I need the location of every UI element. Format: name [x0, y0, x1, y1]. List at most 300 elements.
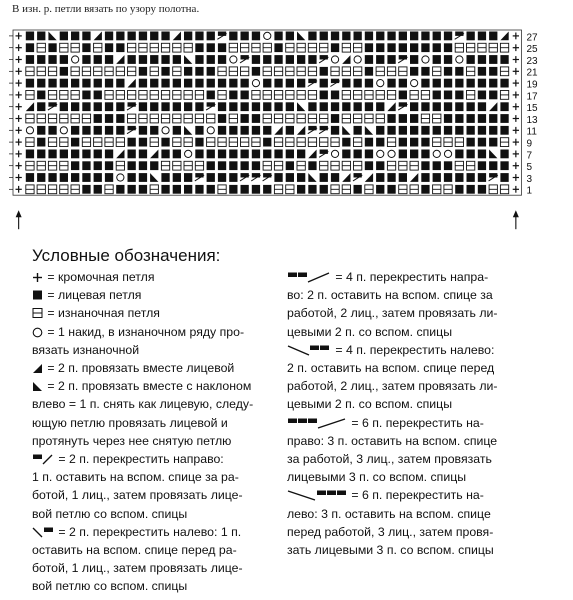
chart-cell	[489, 138, 497, 147]
legend-text: = 2 п. перекрестить налево: 1 п.	[58, 524, 242, 539]
chart-cell	[410, 114, 418, 123]
chart-cell	[500, 161, 508, 170]
row-number: 25	[526, 44, 538, 56]
chart-cell	[286, 79, 294, 88]
chart-cell	[489, 114, 497, 123]
chart-cell	[297, 55, 305, 64]
chart-cell	[274, 150, 282, 159]
chart-cell	[173, 55, 181, 64]
chart-cell	[387, 79, 395, 88]
legend-entry	[32, 377, 270, 450]
chart-cell	[207, 91, 215, 100]
chart-cell	[173, 150, 181, 159]
chart-cell	[94, 185, 102, 194]
chart-cell	[105, 32, 113, 41]
chart-cell	[354, 185, 362, 194]
chart-cell	[105, 102, 113, 111]
chart-cell	[71, 138, 79, 147]
chart-cell	[320, 67, 328, 76]
chart-cell	[161, 138, 169, 147]
chart-cell	[139, 138, 147, 147]
chart-cell	[229, 79, 237, 88]
chart-cell	[82, 102, 90, 111]
chart-cell	[399, 114, 407, 123]
chart-cell	[60, 102, 68, 111]
chart-cell	[150, 102, 158, 111]
chart-cell	[455, 91, 463, 100]
row-number: 13	[526, 114, 538, 126]
chart-cell	[161, 67, 169, 76]
legend-text: ботой, 1 лиц., затем провязать лице-	[32, 561, 243, 576]
legend-text: 1 п. оставить на вспом. спице за ра-	[32, 470, 239, 485]
chart-cell	[218, 114, 226, 123]
chart-cell	[173, 102, 181, 111]
cross-6-left-icon	[287, 490, 347, 501]
chart-cell	[399, 173, 407, 182]
legend-entry	[287, 341, 519, 414]
chart-cell	[37, 150, 45, 159]
chart-cell	[387, 185, 395, 194]
chart-cell	[399, 79, 407, 88]
knit-stitch-icon	[32, 290, 43, 301]
chart-cell	[229, 185, 237, 194]
chart-cell	[342, 150, 350, 159]
chart-cell	[139, 55, 147, 64]
legend-text: цевыми 2 п. со вспом. спицы	[287, 397, 453, 412]
chart-cell	[410, 102, 418, 111]
chart-cell	[421, 43, 429, 52]
legend-text: ющую петлю провязать лицевой и	[32, 415, 228, 430]
chart-cell	[455, 150, 463, 159]
chart-cell	[241, 79, 249, 88]
chart-cell	[489, 91, 497, 100]
chart-cell	[444, 32, 452, 41]
row-number: 9	[526, 138, 533, 150]
chart-cell	[455, 185, 463, 194]
cross-4-right-icon	[287, 272, 331, 283]
chart-cell	[184, 32, 192, 41]
chart-cell	[444, 55, 452, 64]
chart-cell	[354, 126, 362, 135]
chart-cell	[297, 79, 305, 88]
chart-cell	[71, 173, 79, 182]
chart-cell	[37, 138, 45, 147]
legend-text: лево: 3 п. оставить на вспом. спице	[287, 506, 491, 521]
edge-stitch-icon	[32, 272, 43, 283]
chart-cell	[444, 173, 452, 182]
chart-cell	[207, 185, 215, 194]
chart-cell	[241, 150, 249, 159]
chart-cell	[252, 32, 260, 41]
chart-cell	[105, 126, 113, 135]
top-caption: В изн. р. петли вязать по узору полотна.	[12, 3, 200, 15]
chart-cell	[421, 173, 429, 182]
yarn-over-icon	[32, 327, 43, 338]
legend-text: право: 3 п. оставить на вспом. спице	[287, 433, 498, 448]
chart-cell	[489, 79, 497, 88]
chart-cell	[421, 150, 429, 159]
chart-cell	[94, 150, 102, 159]
chart-cell	[387, 126, 395, 135]
chart-cell	[252, 161, 260, 170]
chart-cell	[500, 150, 508, 159]
chart-cell	[252, 67, 260, 76]
chart-cell	[48, 173, 56, 182]
chart-cell	[105, 43, 113, 52]
chart-cell	[489, 32, 497, 41]
legend-text: вязать изнаночной	[32, 342, 140, 357]
chart-cell	[218, 173, 226, 182]
chart-cell	[26, 79, 34, 88]
legend-entry	[32, 450, 270, 523]
chart-cell	[478, 150, 486, 159]
chart-cell	[399, 32, 407, 41]
chart-cell	[82, 126, 90, 135]
chart-cell	[500, 79, 508, 88]
legend-title: Условные обозначения:	[32, 246, 221, 265]
row-number: 11	[526, 126, 537, 138]
chart-cell	[331, 173, 339, 182]
chart-cell	[60, 55, 68, 64]
chart-cell	[195, 126, 203, 135]
chart-cell	[71, 161, 79, 170]
chart-cell	[207, 43, 215, 52]
chart-cell	[467, 126, 475, 135]
chart-cell	[410, 126, 418, 135]
chart-cell	[173, 173, 181, 182]
chart-cell	[376, 173, 384, 182]
chart-cell	[376, 43, 384, 52]
chart-cell	[467, 138, 475, 147]
legend-text: = 6 п. перекрестить на-	[351, 488, 484, 503]
chart-cell	[184, 79, 192, 88]
chart-cell	[274, 43, 282, 52]
chart-cell	[365, 102, 373, 111]
knitting-chart	[0, 24, 573, 246]
chart-cell	[444, 126, 452, 135]
legend-text: ботой, 1 лиц., затем провязать лице-	[32, 488, 243, 503]
chart-cell	[478, 79, 486, 88]
chart-cell	[354, 102, 362, 111]
row-number: 21	[526, 67, 538, 79]
row-number: 7	[526, 150, 533, 162]
legend-text: влево = 1 п. снять как лицевую, следу-	[32, 397, 254, 412]
chart-cell	[94, 173, 102, 182]
legend-entry	[32, 268, 270, 286]
chart-cell	[286, 102, 294, 111]
chart-cell	[387, 55, 395, 64]
chart-cell	[241, 91, 249, 100]
chart-cell	[252, 126, 260, 135]
chart-cell	[365, 161, 373, 170]
chart-cell	[218, 150, 226, 159]
chart-cell	[48, 55, 56, 64]
chart-cell	[37, 173, 45, 182]
chart-cell	[139, 161, 147, 170]
chart-cell	[455, 114, 463, 123]
chart-cell	[207, 150, 215, 159]
chart-cell	[455, 79, 463, 88]
chart-cell	[365, 150, 373, 159]
chart-cell	[60, 150, 68, 159]
chart-cell	[467, 173, 475, 182]
legend-text: работой, 2 лиц., затем провязать ли-	[287, 306, 498, 321]
chart-cell	[421, 185, 429, 194]
chart-cell	[433, 55, 441, 64]
chart-cell	[274, 102, 282, 111]
chart-cell	[387, 114, 395, 123]
chart-cell	[365, 67, 373, 76]
chart-cell	[410, 67, 418, 76]
chart-cell	[455, 102, 463, 111]
chart-cell	[128, 32, 136, 41]
chart-cell	[82, 91, 90, 100]
chart-cell	[263, 138, 271, 147]
chart-cell	[207, 173, 215, 182]
chart-cell	[128, 55, 136, 64]
chart-cell	[308, 185, 316, 194]
chart-cell	[139, 32, 147, 41]
chart-cell	[286, 126, 294, 135]
chart-cell	[467, 102, 475, 111]
chart-cell	[229, 126, 237, 135]
legend-entry	[32, 359, 270, 377]
chart-cell	[286, 150, 294, 159]
row-number: 15	[526, 103, 538, 115]
legend-text: работой, 2 лиц., затем провязать ли-	[287, 379, 498, 394]
start-arrow-right	[513, 210, 519, 229]
chart-cell	[184, 173, 192, 182]
knitting-chart-svg	[0, 24, 573, 246]
chart-cell	[82, 150, 90, 159]
chart-cell	[286, 161, 294, 170]
chart-cell	[331, 43, 339, 52]
chart-cell	[150, 126, 158, 135]
chart-cell	[489, 126, 497, 135]
chart-cell	[410, 55, 418, 64]
chart-cell	[274, 32, 282, 41]
chart-cell	[218, 102, 226, 111]
chart-cell	[478, 114, 486, 123]
chart-cell	[331, 114, 339, 123]
chart-cell	[365, 79, 373, 88]
chart-cell	[444, 161, 452, 170]
chart-cell	[150, 79, 158, 88]
legend-entry	[287, 414, 519, 487]
chart-cell	[94, 91, 102, 100]
chart-cell	[376, 138, 384, 147]
k2tog-right-icon	[32, 363, 43, 374]
chart-cell	[342, 102, 350, 111]
chart-cell	[365, 32, 373, 41]
chart-cell	[26, 150, 34, 159]
chart-cell	[320, 32, 328, 41]
chart-cell	[478, 185, 486, 194]
legend-text: = кромочная петля	[47, 270, 155, 284]
chart-cell	[274, 79, 282, 88]
chart-cell	[207, 55, 215, 64]
chart-cell	[71, 150, 79, 159]
chart-cell	[478, 138, 486, 147]
chart-cell	[207, 67, 215, 76]
chart-cell	[94, 126, 102, 135]
chart-cell	[444, 67, 452, 76]
cross-2-right-icon	[32, 454, 54, 465]
chart-cell	[297, 150, 305, 159]
chart-cell	[399, 43, 407, 52]
chart-cell	[433, 79, 441, 88]
chart-cell	[71, 102, 79, 111]
legend-text: = 6 п. перекрестить на-	[351, 415, 484, 430]
chart-cell	[139, 185, 147, 194]
chart-cell	[320, 185, 328, 194]
chart-cell	[48, 79, 56, 88]
chart-cell	[376, 55, 384, 64]
chart-cell	[218, 55, 226, 64]
chart-cell	[82, 173, 90, 182]
legend-entry	[287, 268, 519, 341]
chart-cell	[229, 150, 237, 159]
chart-cell	[60, 32, 68, 41]
chart-cell	[467, 55, 475, 64]
purl-stitch-icon	[32, 308, 43, 319]
legend-entry	[287, 486, 519, 559]
chart-cell	[365, 55, 373, 64]
chart-cell	[252, 55, 260, 64]
chart-cell	[139, 79, 147, 88]
legend-text: за работой, 3 лиц., затем провязать	[287, 452, 492, 467]
chart-cell	[297, 173, 305, 182]
chart-cell	[297, 185, 305, 194]
chart-cell	[195, 43, 203, 52]
chart-cell	[82, 185, 90, 194]
chart-cell	[421, 79, 429, 88]
chart-cell	[342, 79, 350, 88]
chart-cell	[184, 185, 192, 194]
chart-cell	[241, 126, 249, 135]
chart-cell	[331, 32, 339, 41]
chart-cell	[478, 173, 486, 182]
chart-cell	[365, 43, 373, 52]
chart-cell	[433, 126, 441, 135]
chart-cell	[421, 67, 429, 76]
chart-cell	[184, 102, 192, 111]
chart-cell	[82, 161, 90, 170]
chart-cell	[241, 161, 249, 170]
chart-cell	[410, 32, 418, 41]
chart-cell	[399, 138, 407, 147]
chart-cell	[82, 32, 90, 41]
chart-cell	[421, 138, 429, 147]
legend-text: = 2 п. провязать вместе лицевой	[47, 361, 235, 376]
chart-cell	[421, 161, 429, 170]
row-number: 1	[526, 185, 533, 197]
chart-cell	[37, 126, 45, 135]
chart-cell	[354, 150, 362, 159]
chart-cell	[478, 67, 486, 76]
chart-cell	[365, 138, 373, 147]
chart-cell	[195, 79, 203, 88]
legend-text: во: 2 п. оставить на вспом. спице за	[287, 288, 493, 303]
chart-cell	[433, 43, 441, 52]
chart-cell	[94, 161, 102, 170]
chart-cell	[478, 102, 486, 111]
chart-cell	[60, 79, 68, 88]
legend-text: лицевыми 3 п. со вспом. спицы	[287, 470, 467, 485]
chart-cell	[444, 102, 452, 111]
chart-cell	[128, 150, 136, 159]
chart-cell	[139, 173, 147, 182]
chart-cell	[455, 126, 463, 135]
chart-cell	[241, 114, 249, 123]
chart-cell	[229, 32, 237, 41]
chart-cell	[116, 79, 124, 88]
chart-cell	[139, 150, 147, 159]
chart-cell	[139, 102, 147, 111]
chart-cell	[399, 150, 407, 159]
chart-cell	[241, 185, 249, 194]
chart-cell	[26, 55, 34, 64]
row-number: 19	[526, 79, 538, 91]
chart-cell	[478, 126, 486, 135]
chart-cell	[410, 138, 418, 147]
chart-cell	[467, 114, 475, 123]
start-arrow-left	[16, 210, 22, 229]
cross-6-right-icon	[287, 418, 347, 429]
chart-cell	[128, 173, 136, 182]
chart-cell	[241, 32, 249, 41]
legend-left-column	[32, 268, 270, 596]
chart-cell	[229, 102, 237, 111]
chart-cell	[331, 91, 339, 100]
chart-cell	[26, 32, 34, 41]
chart-cell	[173, 185, 181, 194]
chart-cell	[421, 102, 429, 111]
chart-cell	[161, 79, 169, 88]
chart-cell	[410, 150, 418, 159]
legend-text: = изнаночная петля	[47, 306, 160, 321]
chart-cell	[467, 150, 475, 159]
chart-cell	[37, 79, 45, 88]
chart-cell	[48, 43, 56, 52]
row-number: 27	[526, 32, 538, 44]
chart-cell	[207, 32, 215, 41]
legend-right-column	[287, 268, 519, 559]
legend-entry	[32, 304, 270, 322]
row-number: 17	[526, 91, 538, 103]
chart-cell	[263, 102, 271, 111]
legend-text: = 2 п. перекрестить направо:	[58, 452, 224, 467]
chart-cell	[286, 32, 294, 41]
chart-cell	[150, 161, 158, 170]
legend-text: = 4 п. перекрестить напра-	[335, 270, 489, 284]
chart-cell	[444, 114, 452, 123]
chart-cell	[376, 126, 384, 135]
chart-cell	[478, 55, 486, 64]
chart-cell	[286, 55, 294, 64]
chart-cell	[161, 173, 169, 182]
chart-cell	[82, 55, 90, 64]
chart-cell	[342, 32, 350, 41]
legend-text: протянуть через нее снятую петлю	[32, 433, 232, 448]
chart-cell	[263, 150, 271, 159]
chart-cell	[116, 126, 124, 135]
chart-cell	[105, 114, 113, 123]
chart-cell	[263, 126, 271, 135]
chart-cell	[467, 79, 475, 88]
chart-cell	[500, 55, 508, 64]
legend-entry	[32, 523, 270, 596]
